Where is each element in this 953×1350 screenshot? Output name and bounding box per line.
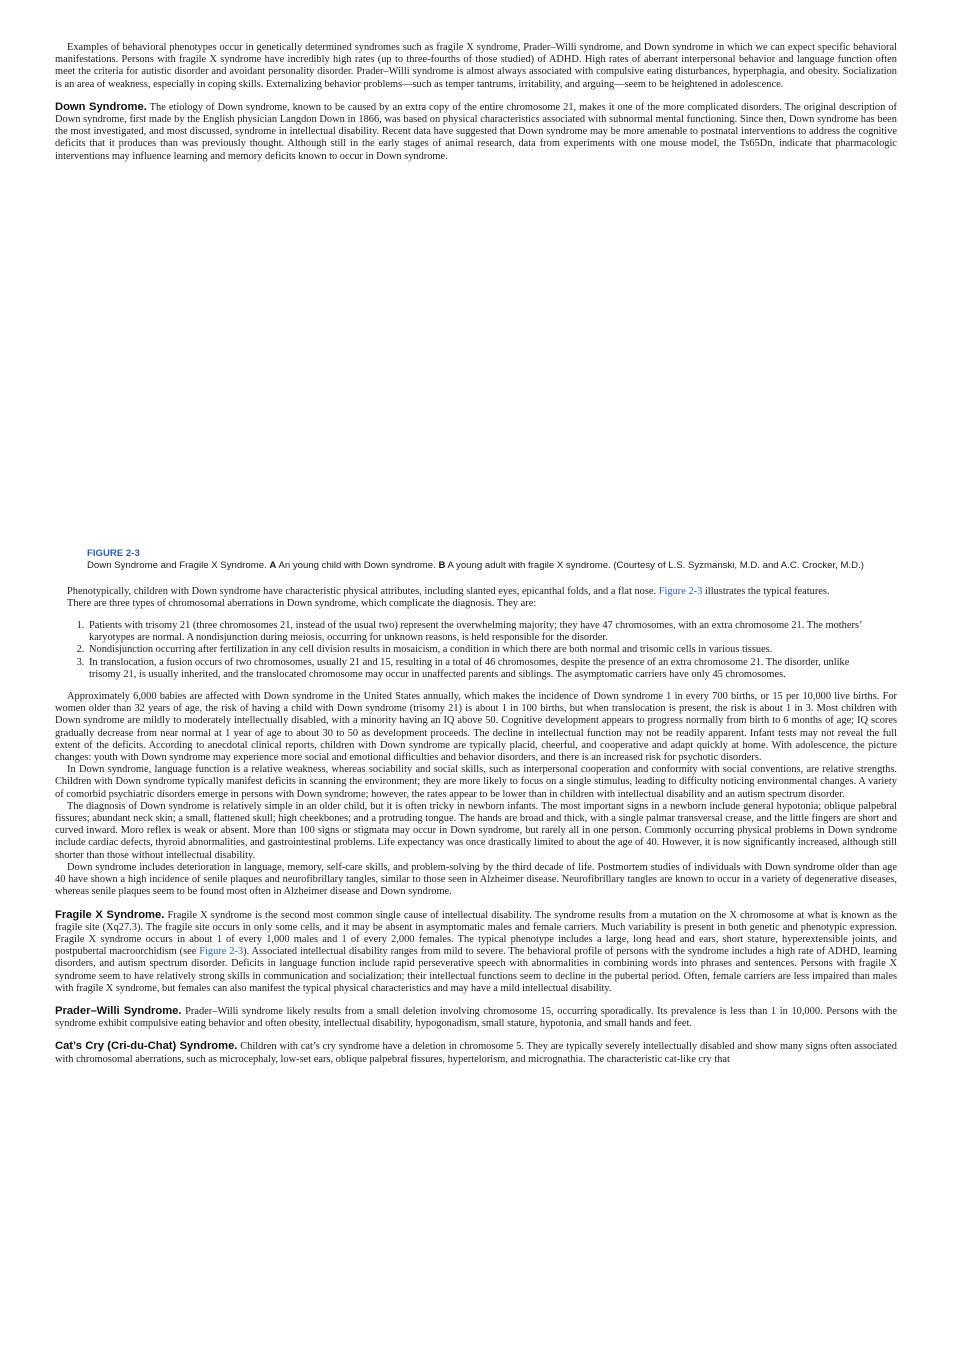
prader-willi-text: Prader–Willi syndrome likely results from a small deletion involving chromosome 15, occurring sporadically. Its prevalence is less than 1 in 10,000. Persons with the syndrome exhibit compulsive eating behavior and often obesity, intellectual disability, hypogonadism, small stature, hypotonia, and small hands and feet. — [55, 1005, 897, 1030]
incidence-paragraph: Approximately 6,000 babies are affected with Down syndrome in the United States annually, which makes the incidence of Down syndrome 1 in every 700 births, or 15 per 10,000 live births. For women older than 32 years of age, the risk of having a child with Down syndrome (trisomy 21) is about 1 in 100 births, but when translocation is present, the risk is about 1 in 3. Most children with Down syndrome are mildly to moderately intellectually disabled, with a minority having an IQ above 50. Cognitive development appears to progress normally from birth to 6 months of age; IQ scores gradually decrease from near normal at 1 year of age to about 30 to 50 as development proceeds. The decline in intellectual function may not be readily apparent. Infant tests may not reveal the full extent of the deficits. According to anecdotal clinical reports, children with Down syndrome are typically placid, cheerful, and cooperative and adapt quickly at home. With adolescence, the picture changes: youth with Down syndrome may experience more social and emotional difficulties and behavior disorders, and there is an increased risk for psychotic disorders. — [55, 691, 897, 764]
intro-paragraph: Examples of behavioral phenotypes occur in genetically determined syndromes such as fragile X syndrome, Prader–Willi syndrome, and Down syndrome in which we can expect specific behavioral manifestations. Persons with fragile X syndrome have incredibly high rates (up to three-fourths of those studied) of ADHD. High rates of aberrant interpersonal behavior and language function often meet the criteria for autistic disorder and avoidant personality disorder. Prader–Willi syndrome is almost always associated with compulsive eating disturbances, hyperphagia, and obesity. Socialization is an area of weakness, especially in coping skills. Externalizing behavior problems—such as temper tantrums, irritability, and arguing—seem to be heightened in adolescence. — [55, 42, 897, 90]
phenotype-text-end: illustrates the typical features. — [704, 585, 830, 597]
figure-label: FIGURE 2-3 — [87, 547, 140, 559]
figure-caption — [55, 548, 897, 572]
cats-cry-paragraph — [55, 1040, 897, 1065]
figure-image-area — [55, 163, 897, 548]
figure-marker-b: B — [438, 559, 446, 571]
fragile-x-text: Fragile X syndrome is the second most common single cause of intellectual disability. The syndrome results from a mutation on the X chromosome at what is known as the fragile site (Xq27.3). The fragile site occurs in only some cells, and it may be absent in asymptomatic males and female carriers. Much variability is present in both genetic and phenotypic expression. Fragile X syndrome occurs in about 1 of every 1,000 males and 1 of every 2,000 females. The typical phenotype includes a large, long head and ears, short stature, hyperextensible joints, and postpubertal macroorchidism (see — [55, 909, 897, 958]
list-item: 2. Nondisjunction occurring after fertilization in any cell division results in mosaicism, a condition in which there are both normal and trisomic cells in various tissues. — [87, 644, 897, 656]
phenotype-text: Phenotypically, children with Down syndrome have characteristic physical attributes, including slanted eyes, epicanthal folds, and a flat nose. — [67, 585, 657, 597]
fragile-x-paragraph — [55, 909, 897, 995]
list-item: 1. Patients with trisomy 21 (three chromosomes 21, instead of the usual two) represent the overwhelming majority; they have 47 chromosomes, with an extra chromosome 21. The mothers’ karyotypes are normal. A nondisjunction during meiosis, occurring for unknown reasons, is held responsible for the disorder. — [87, 620, 897, 644]
fragile-x-text-end: ). Associated intellectual disability ranges from mild to severe. The behavioral profile of persons with the syndrome includes a high rate of ADHD, learning disorders, and autism spectrum disorder. Deficits in language function include rapid perseverative speech with abnormalities in combining words into phrases and sentences. Persons with fragile X syndrome seem to have relatively strong skills in communication and socialization; their intellectual functions seem to decline in the pubertal period. Often, female carriers are less impaired than males with fragile X syndrome, but females can also manifest the typical physical characteristics and may have a mild intellectual disability. — [55, 946, 897, 994]
figure-caption-title: Down Syndrome and Fragile X Syndrome. — [87, 559, 267, 571]
figure-caption-part-a: An young child with Down syndrome. — [278, 559, 436, 571]
cats-cry-text: Children with cat’s cry syndrome have a deletion in chromosome 5. They are typically severely intellectually disabled and show many signs often associated with chromosomal aberrations, such as microcephaly, low-set ears, oblique palpebral fissures, hypertelorism, and micrognathia. The characteristic cat-like cry that — [55, 1041, 897, 1065]
figure-2-3-link[interactable]: Figure 2-3 — [199, 946, 244, 958]
prader-willi-heading: Prader–Willi Syndrome. — [55, 1004, 182, 1017]
aberration-list — [55, 620, 897, 681]
figure-marker-a: A — [269, 559, 277, 571]
document-page — [55, 42, 897, 1066]
fragile-x-heading: Fragile X Syndrome. — [55, 908, 165, 921]
diagnosis-paragraph: The diagnosis of Down syndrome is relatively simple in an older child, but it is often tricky in newborn infants. The most important signs in a newborn include general hypotonia; oblique palpebral fissures; abundant neck skin; a small, flattened skull; high cheekbones; and a protruding tongue. The hands are broad and thick, with a single palmar transversal crease, and the little fingers are short and curved inward. Moro reflex is weak or absent. More than 100 signs or stigmata may occur in Down syndrome, but rarely all in one person. Commonly occurring physical problems in Down syndrome include cardiac defects, thyroid abnormalities, and gastrointestinal problems. Life expectancy was once drastically limited to about the age of 40. However, it is now significantly increased, although still shorter than those without intellectual disability. — [55, 800, 897, 861]
prader-willi-paragraph — [55, 1005, 897, 1030]
figure-2-3-link[interactable]: Figure 2-3 — [658, 585, 703, 597]
down-syndrome-paragraph — [55, 101, 897, 163]
deterioration-paragraph: Down syndrome includes deterioration in language, memory, self-care skills, and problem-solving by the third decade of life. Postmortem studies of individuals with Down syndrome older than age 40 have shown a high incidence of senile plaques and neurofibrillary tangles, similar to those seen in Alzheimer disease. Neurofibrillary tangles are known to occur in a variety of degenerative diseases, whereas senile plaques seem to be found most often in Alzheimer disease and Down syndrome. — [55, 861, 897, 898]
figure-caption-part-b: A young adult with fragile X syndrome. (Courtesy of L.S. Syzmanski, M.D. and A.C. Crocker, M.D.) — [447, 559, 864, 571]
list-item: 3. In translocation, a fusion occurs of two chromosomes, usually 21 and 15, resulting in a total of 46 chromosomes, despite the presence of an extra chromosome 21. The disorder, unlike trisomy 21, is usually inherited, and the translocated chromosome may occur in unaffected parents and siblings. The asymptomatic carriers have only 45 chromosomes. — [87, 657, 897, 681]
cats-cry-heading: Cat’s Cry (Cri-du-Chat) Syndrome. — [55, 1040, 238, 1053]
figure-caption-text — [87, 560, 897, 572]
down-syndrome-text: The etiology of Down syndrome, known to be caused by an extra copy of the entire chromosome 21, makes it one of the more complicated disorders. The original description of Down syndrome, first made by the English physician Langdon Down in 1866, was based on physical characteristics associated with subnormal mental functioning. Since then, Down syndrome has been the most investigated, and most discussed, syndrome in intellectual disability. Recent data have suggested that Down syndrome may be more amenable to postnatal interventions to address the cognitive deficits that it produces than was previously thought. Although still in the early stages of animal research, data from experiments with one mouse model, the Ts65Dn, indicate that pharmacologic interventions may influence learning and memory deficits known to occur in Down syndrome. — [55, 101, 897, 162]
phenotype-paragraph — [55, 586, 897, 598]
language-paragraph: In Down syndrome, language function is a relative weakness, whereas sociability and social skills, such as interpersonal cooperation and conformity with social conventions, are relative strengths. Children with Down syndrome typically manifest deficits in scanning the environment; they are more likely to focus on a single stimulus, leading to difficulty noticing environmental changes. A variety of comorbid psychiatric disorders emerge in persons with Down syndrome; however, the rates appear to be lower than in children with intellectual disability and an autism spectrum disorder. — [55, 764, 897, 800]
down-syndrome-heading: Down Syndrome. — [55, 100, 147, 113]
types-paragraph: There are three types of chromosomal aberrations in Down syndrome, which complicate the diagnosis. They are: — [67, 597, 537, 609]
